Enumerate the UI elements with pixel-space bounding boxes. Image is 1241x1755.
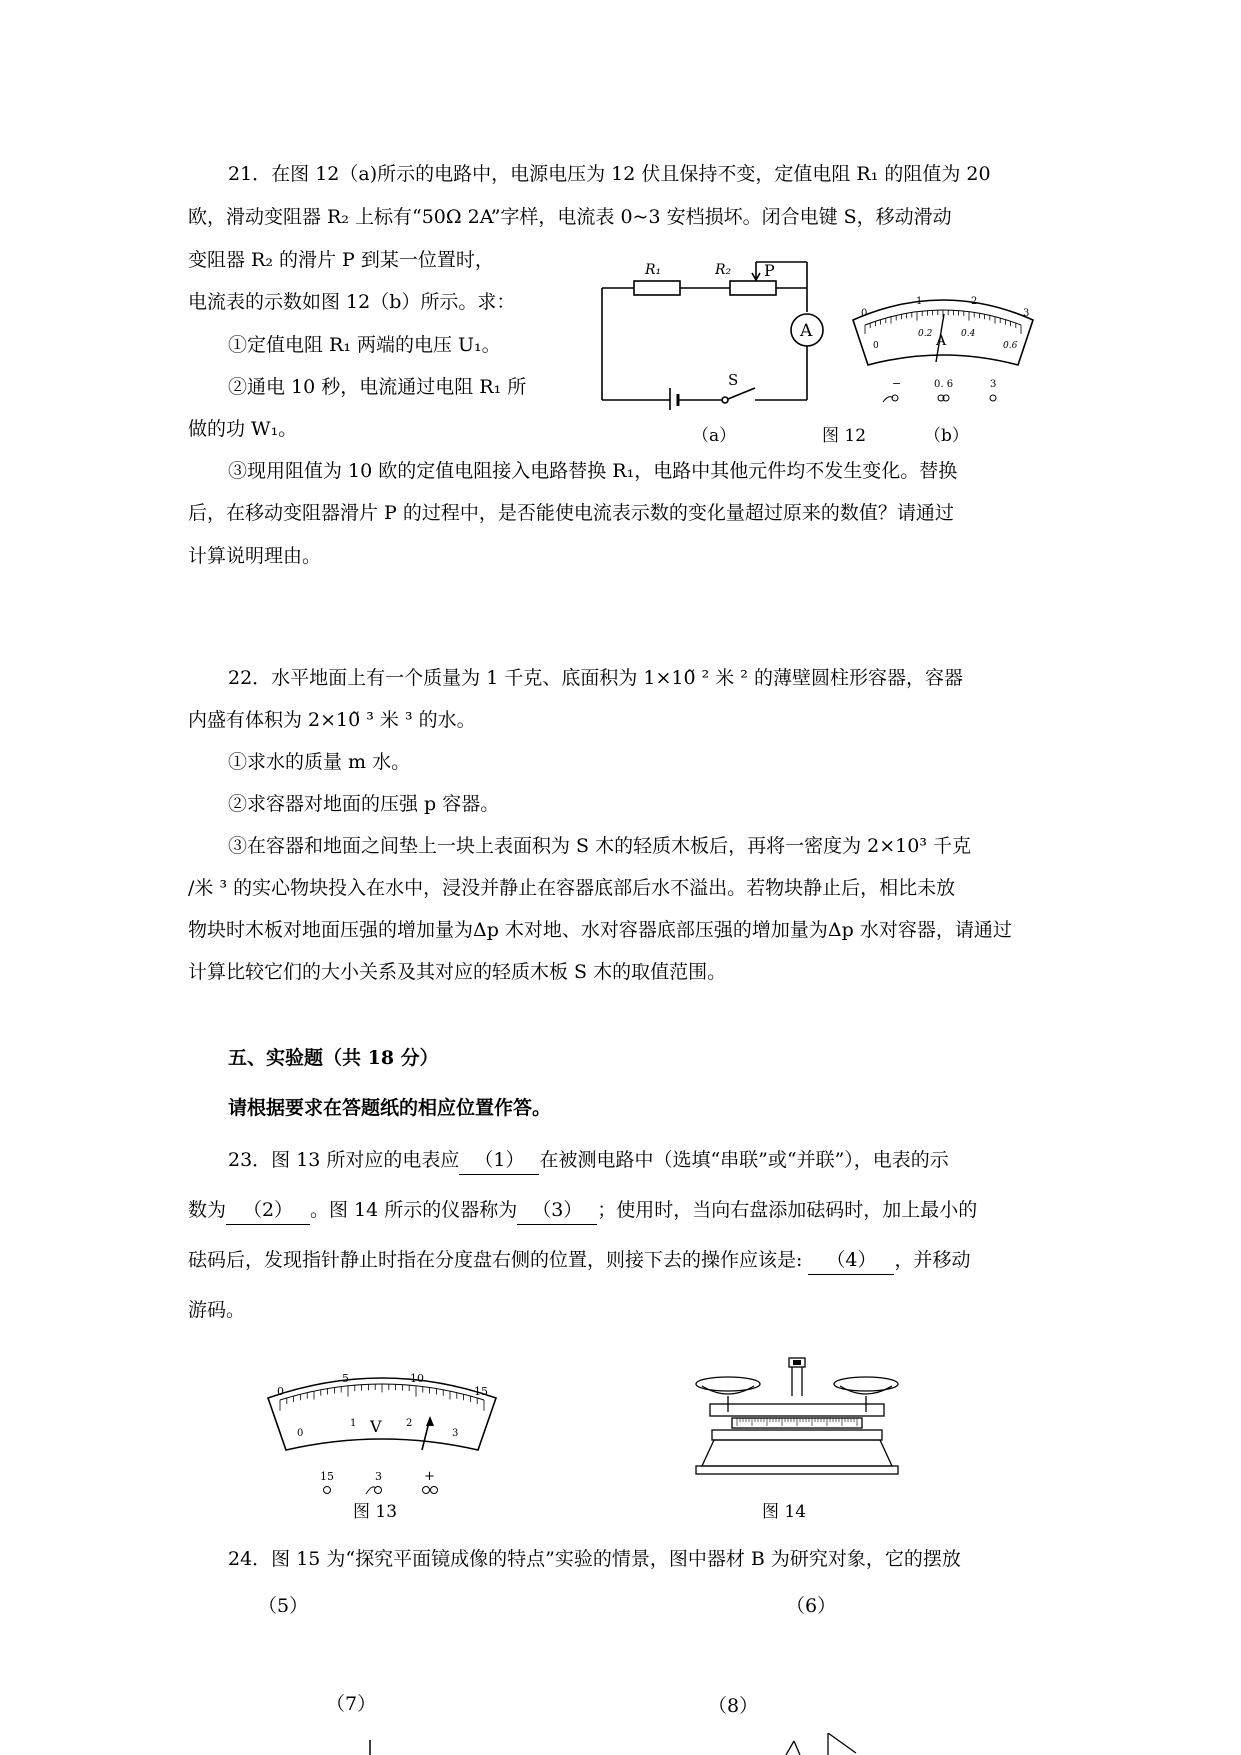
q22-line-5: ③在容器和地面之间垫上一块上表面积为 S 木的轻质木板后，再将一密度为 2×10³ 千克 [228,835,971,857]
q23-line-2: 数为 （2） 。图 14 所示的仪器称为 （3） ；使用时，当向右盘添加砝码时，加上最小的 [188,1196,977,1225]
figure-12a-circuit [590,250,830,410]
blank-3[interactable]: （3） [517,1196,597,1225]
svg-text:1: 1 [350,1418,357,1429]
figure-13-caption: 图 13 [353,1502,398,1522]
figure-13-voltmeter [262,1370,502,1500]
q22-line-7: 物块时木板对地面压强的增加量为Δp 木对地、水对容器底部压强的增加量为Δp 水对容器，请通过 [188,919,1012,941]
q21-line-9: 后，在移动变阻器滑片 P 的过程中，是否能使电流表示数的变化量超过原来的数值？请通过 [188,502,954,524]
svg-text:0: 0 [873,341,879,351]
figure-15-fragment [780,1733,860,1755]
label-switch: S [728,371,739,389]
q21-line-3: 变阻器 R₂ 的滑片 P 到某一位置时， [188,249,494,271]
label-r2: R₂ [715,262,732,278]
ammeter-unit: A [936,333,947,349]
q21-line-1: 21．在图 12（a)所示的电路中，电源电压为 12 伏且保持不变，定值电阻 R₁ 的阻值为 20 [228,163,991,185]
q21-line-6: ②通电 10 秒，电流通过电阻 R₁ 所 [228,376,527,398]
svg-text:−: − [892,377,902,390]
q21-line-10: 计算说明理由。 [188,545,322,567]
figure-12a-label: （a） [692,426,737,446]
figure-14-caption: 图 14 [762,1502,807,1522]
svg-text:3: 3 [990,379,997,390]
q22-line-3: ①求水的质量 m 水。 [228,751,411,773]
section-5-title: 五、实验题（共 18 分） [228,1047,439,1069]
svg-text:10: 10 [410,1372,424,1385]
svg-text:0. 6: 0. 6 [934,379,954,390]
label-ammeter: A [800,321,813,341]
blank-4[interactable]: （4） [808,1246,894,1275]
q22-line-6: /米 ³ 的实心物块投入在水中，浸没并静止在容器底部后水不溢出。若物块静止后，相比未放 [188,877,956,899]
svg-text:+: + [424,1469,435,1484]
blank-7[interactable]: （7） [326,1693,377,1715]
blank-6[interactable]: （6） [786,1595,837,1617]
svg-text:0.2: 0.2 [918,329,933,339]
svg-text:2: 2 [406,1418,413,1429]
svg-text:5: 5 [342,1372,349,1385]
q22-line-2: 内盛有体积为 2×10̃ ³ 米 ³ 的水。 [188,709,476,731]
label-p: P [764,261,775,280]
svg-text:3: 3 [452,1428,459,1439]
svg-text:0: 0 [277,1385,284,1398]
figure-12b-label: （b） [924,426,969,446]
figure-12b-ammeter [843,290,1043,410]
q24-line-1: 24．图 15 为“探究平面镜成像的特点”实验的情景，图中器材 B 为研究对象，它的摆放 [228,1548,961,1570]
svg-text:0: 0 [861,308,868,319]
svg-text:0.6: 0.6 [1003,341,1018,351]
figure-14-balance [692,1356,902,1486]
q22-line-4: ②求容器对地面的压强 p 容器。 [228,793,500,815]
svg-text:2: 2 [971,296,978,307]
section-5-instruction: 请根据要求在答题纸的相应位置作答。 [228,1097,552,1119]
blank-8[interactable]: （8） [708,1695,759,1717]
resistor-r2 [730,281,776,295]
resistor-r1 [634,281,680,295]
svg-text:0.4: 0.4 [961,329,976,339]
svg-text:15: 15 [320,1470,334,1483]
figure-15-fragment-left [360,1740,380,1755]
q21-line-2: 欧，滑动变阻器 R₂ 上标有“50Ω 2A”字样，电流表 0~3 安档损坏。闭合电键 S，移动滑动 [188,206,952,228]
q22-line-1: 22．水平地面上有一个质量为 1 千克、底面积为 1×10̃ ² 米 ² 的薄壁圆柱形容器，容器 [228,667,963,689]
q21-line-8: ③现用阻值为 10 欧的定值电阻接入电路替换 R₁，电路中其他元件均不发生变化。替换 [228,460,958,482]
q22-line-8: 计算比较它们的大小关系及其对应的轻质木板 S 木的取值范围。 [188,961,727,983]
q21-line-4: 电流表的示数如图 12（b）所示。求： [188,291,516,313]
q23-line-3: 砝码后，发现指针静止时指在分度盘右侧的位置，则接下去的操作应该是: （4） ，并移动 [188,1246,970,1275]
voltmeter-unit: V [370,1417,382,1436]
figure-12-caption: 图 12 [822,426,867,446]
q21-line-7: 做的功 W₁。 [188,418,298,440]
q23-line-1: 23．图 13 所对应的电表应 （1） 在被测电路中（选填“串联”或“并联”），电表的示 [228,1146,949,1175]
blank-1[interactable]: （1） [459,1146,539,1175]
q21-line-5: ①定值电阻 R₁ 两端的电压 U₁。 [228,334,501,356]
blank-5[interactable]: （5） [258,1595,309,1617]
svg-text:1: 1 [916,296,923,307]
q23-line-4: 游码。 [188,1299,246,1321]
svg-text:3: 3 [1023,308,1030,319]
svg-text:15: 15 [474,1385,488,1398]
blank-2[interactable]: （2） [226,1196,310,1225]
svg-text:0: 0 [297,1428,304,1439]
label-r1: R₁ [645,262,662,278]
svg-text:3: 3 [375,1470,382,1483]
